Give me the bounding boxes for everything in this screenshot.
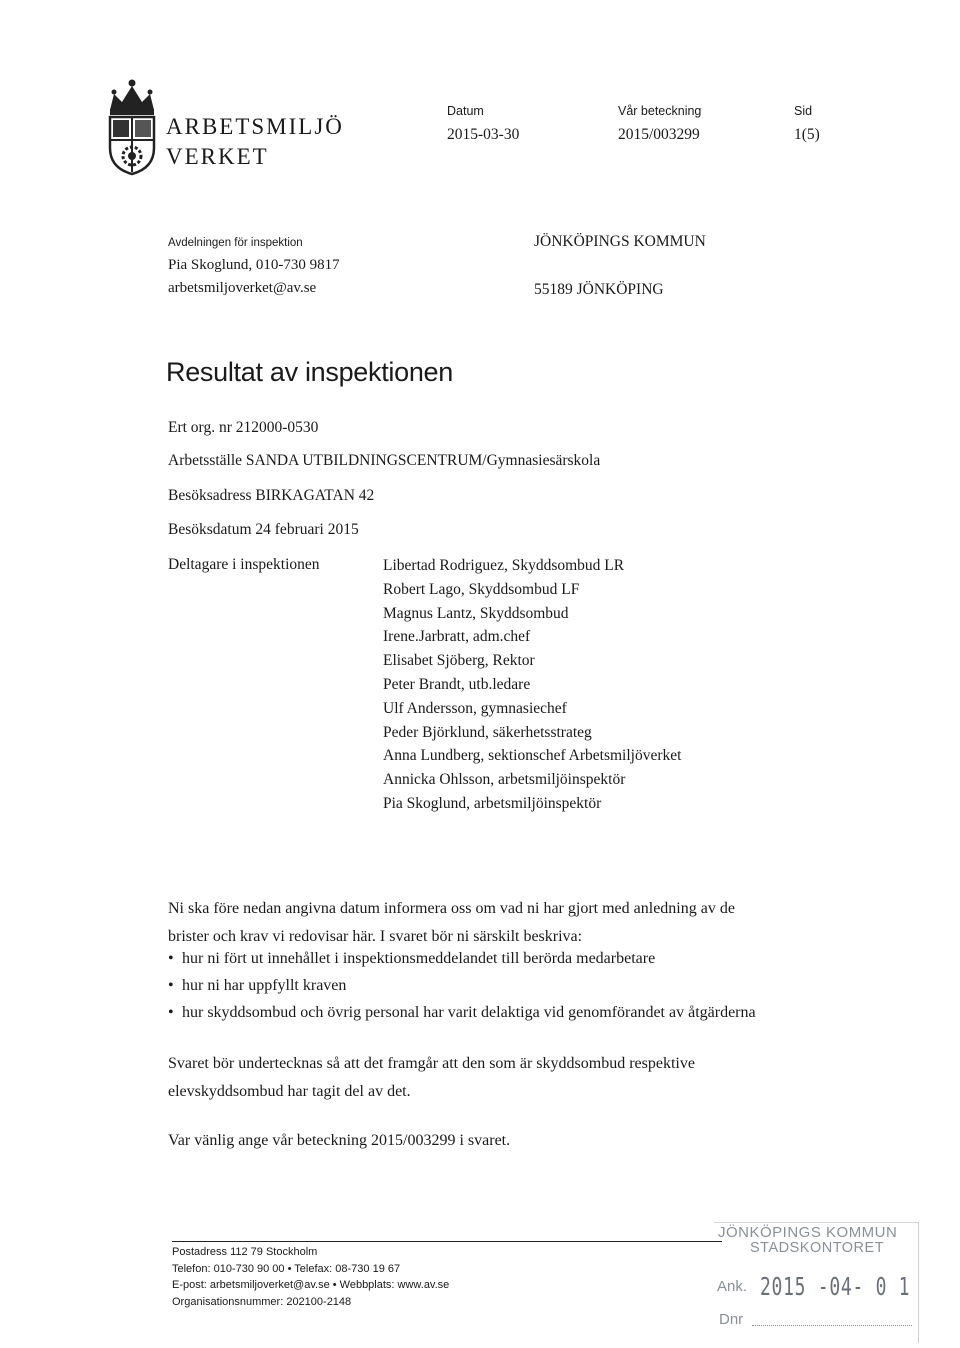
stamp-org: JÖNKÖPINGS KOMMUN [718,1224,898,1241]
footer-web: E-post: arbetsmiljoverket@av.se • Webbplats: www.av.se [172,1279,450,1291]
list-item: • hur skyddsombud och övrig personal har varit delaktiga vid genomförandet av åtgärderna [168,999,756,1026]
recipient-name: JÖNKÖPINGS KOMMUN [534,233,706,250]
agency-logo-text [166,112,344,172]
intro-line: Ni ska före nedan angivna datum informera oss om vad ni har gjort med anledning av de [168,900,735,917]
coat-of-arms-logo [104,76,160,176]
list-item: • hur ni har uppfyllt kraven [168,972,756,999]
date-label: Datum [447,104,484,118]
stamp-department: STADSKONTORET [750,1240,885,1256]
participant-list [383,554,681,816]
reference-note: Var vänlig ange vår beteckning 2015/003299 i svaret. [168,1132,511,1149]
stamp-ank-label: Ank. [717,1278,748,1295]
stamp-dnr-label: Dnr [719,1311,744,1328]
stamp-dnr-line [752,1325,912,1326]
signature-line: Svaret bör undertecknas så att det framgår att den som är skyddsombud respektive [168,1055,695,1072]
sender-name-phone: Pia Skoglund, 010-730 9817 [168,257,340,273]
participant: Magnus Lantz, Skyddsombud [383,604,569,622]
footer-org-number: Organisationsnummer: 202100-2148 [172,1295,352,1308]
participant: Peder Björklund, säkerhetsstrateg [383,723,592,741]
participant: Libertad Rodriguez, Skyddsombud LR [383,557,625,574]
reference-value: 2015/003299 [618,126,700,143]
participants-label: Deltagare i inspektionen [168,556,320,573]
reference-label: Vår beteckning [618,104,702,118]
participant: Elisabet Sjöberg, Rektor [383,652,535,670]
recipient-address: 55189 JÖNKÖPING [534,281,664,298]
page-label: Sid [794,104,813,118]
received-stamp [714,1222,918,1342]
footer-contact [172,1244,449,1310]
logo-line-2: VERKET [166,144,269,169]
date-value: 2015-03-30 [447,126,520,143]
sender-email: arbetsmiljoverket@av.se [168,280,317,296]
participant: Annicka Ohlsson, arbetsmiljöinspektör [383,771,626,789]
logo-line-1: ARBETSMILJÖ [166,114,344,139]
participant: Anna Lundberg, sektionschef Arbetsmiljöverket [383,747,682,765]
intro-line: brister och krav vi redovisar här. I svaret bör ni särskilt beskriva: [168,928,583,945]
org-number: Ert org. nr 212000-0530 [168,419,319,436]
signature-line: elevskyddsombud har tagit del av det. [168,1083,411,1100]
participant: Pia Skoglund, arbetsmiljöinspektör [383,794,602,812]
visit-address: Besöksadress BIRKAGATAN 42 [168,487,375,504]
participant: Irene.Jarbratt, adm.chef [383,628,531,646]
visit-date: Besöksdatum 24 februari 2015 [168,521,359,538]
stamp-date: 2015 -04- 0 1 [760,1272,911,1301]
list-item: • hur ni fört ut innehållet i inspektionsmeddelandet till berörda medarbetare [168,945,756,972]
workplace: Arbetsställe SANDA UTBILDNINGSCENTRUM/Gymnasiesärskola [168,452,601,469]
signature-paragraph [168,1050,695,1106]
footer-phone: Telefon: 010-730 90 00 • Telefax: 08-730 19 67 [172,1262,401,1275]
document-title: Resultat av inspektionen [166,357,453,387]
sender-department: Avdelningen för inspektion [168,237,303,249]
participant: Ulf Andersson, gymnasiechef [383,699,567,717]
footer-postal: Postadress 112 79 Stockholm [172,1246,318,1258]
intro-paragraph [168,895,735,951]
footer-divider [172,1241,722,1242]
participant: Peter Brandt, utb.ledare [383,675,531,693]
page-value: 1(5) [794,126,820,143]
requirements-list [168,945,756,1026]
participant: Robert Lago, Skyddsombud LF [383,580,580,598]
